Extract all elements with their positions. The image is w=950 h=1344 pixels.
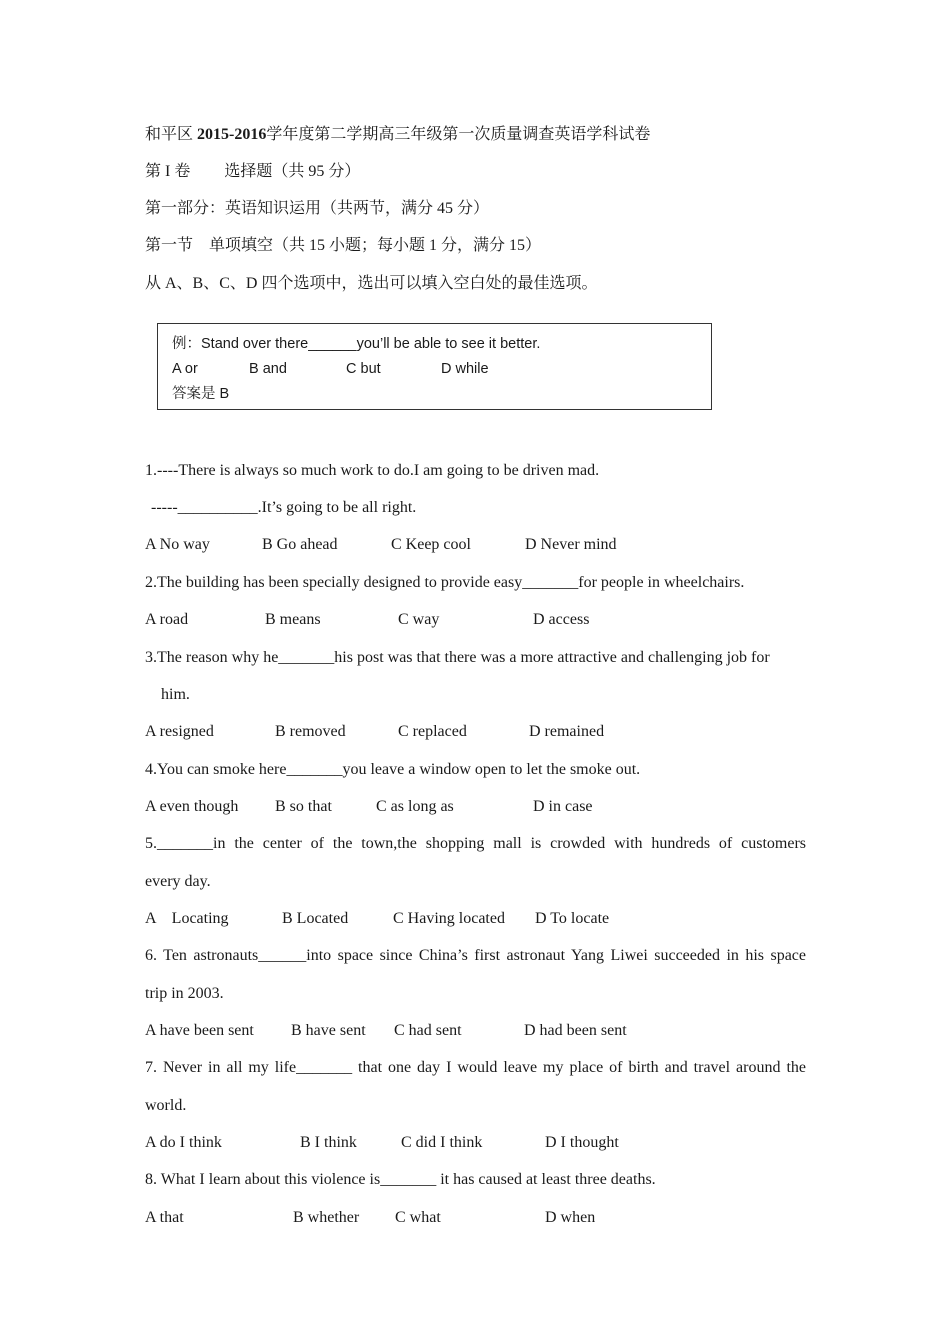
question-1-option-c: C Keep cool: [391, 536, 471, 553]
example-option-d: D while: [441, 361, 489, 377]
title-suffix: 学年度第二学期高三年级第一次质量调查英语学科试卷: [266, 126, 651, 143]
example-answer: 答案是 B: [172, 386, 230, 402]
question-4-option-d: D in case: [533, 798, 593, 815]
title-year: 2015-2016: [197, 126, 267, 143]
question-8-line-1: 8. What I learn about this violence is_______ it has caused at least three deaths.: [145, 1171, 656, 1188]
part-heading: 第一部分：英语知识运用（共两节，满分 45 分）: [145, 200, 490, 217]
question-7-option-d: D I thought: [545, 1134, 619, 1151]
question-6-line-2: trip in 2003.: [145, 985, 224, 1002]
question-5-option-c: C Having located: [393, 910, 505, 927]
question-3-option-d: D remained: [529, 723, 605, 740]
example-option-a: A or: [172, 361, 198, 377]
question-8-option-b: B whether: [293, 1209, 360, 1226]
example-option-b: B and: [249, 361, 287, 377]
title-prefix: 和平区: [145, 126, 194, 143]
question-6-line-1: 6. Ten astronauts______into space since China’s first astronaut Yang Liwei succeeded in his space: [145, 947, 806, 964]
question-6-option-b: B have sent: [291, 1022, 366, 1039]
question-7-option-a: A do I think: [145, 1134, 222, 1151]
volume-label: 第 I 卷: [145, 163, 191, 180]
question-8-option-d: D when: [545, 1209, 596, 1226]
volume-title: 选择题（共 95 分）: [224, 163, 361, 180]
section-heading: 第一节 单项填空（共 15 小题；每小题 1 分，满分 15）: [145, 237, 542, 254]
instruction-text: 从 A、B、C、D 四个选项中，选出可以填入空白处的最佳选项。: [145, 275, 598, 292]
example-box: [157, 323, 712, 410]
question-5-option-b: B Located: [282, 910, 349, 927]
volume-heading: [145, 162, 360, 182]
question-1-line-1: 1.----There is always so much work to do.I am going to be driven mad.: [145, 462, 600, 479]
question-3-option-b: B removed: [275, 723, 346, 740]
example-question: 例：Stand over there______you’ll be able to see it better.: [172, 336, 541, 352]
question-4-option-c: C as long as: [376, 798, 454, 815]
question-5-line-1: 5._______in the center of the town,the shopping mall is crowded with hundreds of customers: [145, 835, 806, 852]
question-7-option-c: C did I think: [401, 1134, 483, 1151]
question-7-line-1: 7. Never in all my life_______ that one day I would leave my place of birth and travel around the: [145, 1059, 806, 1076]
question-2-option-c: C way: [398, 611, 440, 628]
question-3-option-a: A resigned: [145, 723, 214, 740]
question-1-line-2: -----__________.It’s going to be all right.: [151, 499, 417, 516]
question-2-option-a: A road: [145, 611, 189, 628]
question-4-option-b: B so that: [275, 798, 332, 815]
question-8-option-c: C what: [395, 1209, 441, 1226]
question-3-line-1: 3.The reason why he_______his post was that there was a more attractive and challenging job for: [145, 649, 770, 666]
question-7-line-2: world.: [145, 1097, 187, 1114]
question-6-option-c: C had sent: [394, 1022, 462, 1039]
question-5-option-a: A Locating: [145, 910, 229, 927]
question-3-line-2: him.: [161, 686, 190, 703]
question-1-option-a: A No way: [145, 536, 210, 553]
question-3-option-c: C replaced: [398, 723, 467, 740]
question-2-option-b: B means: [265, 611, 321, 628]
question-4-option-a: A even though: [145, 798, 239, 815]
question-6-option-a: A have been sent: [145, 1022, 254, 1039]
exam-title: [145, 125, 650, 145]
example-option-c: C but: [346, 361, 381, 377]
question-2-option-d: D access: [533, 611, 590, 628]
question-5-option-d: D To locate: [535, 910, 610, 927]
question-6-option-d: D had been sent: [524, 1022, 627, 1039]
question-1-option-d: D Never mind: [525, 536, 617, 553]
question-1-option-b: B Go ahead: [262, 536, 338, 553]
question-4-line-1: 4.You can smoke here_______you leave a window open to let the smoke out.: [145, 761, 641, 778]
question-8-option-a: A that: [145, 1209, 184, 1226]
question-2-line-1: 2.The building has been specially designed to provide easy_______for people in wheelchairs.: [145, 574, 745, 591]
question-7-option-b: B I think: [300, 1134, 357, 1151]
question-5-line-2: every day.: [145, 873, 211, 890]
